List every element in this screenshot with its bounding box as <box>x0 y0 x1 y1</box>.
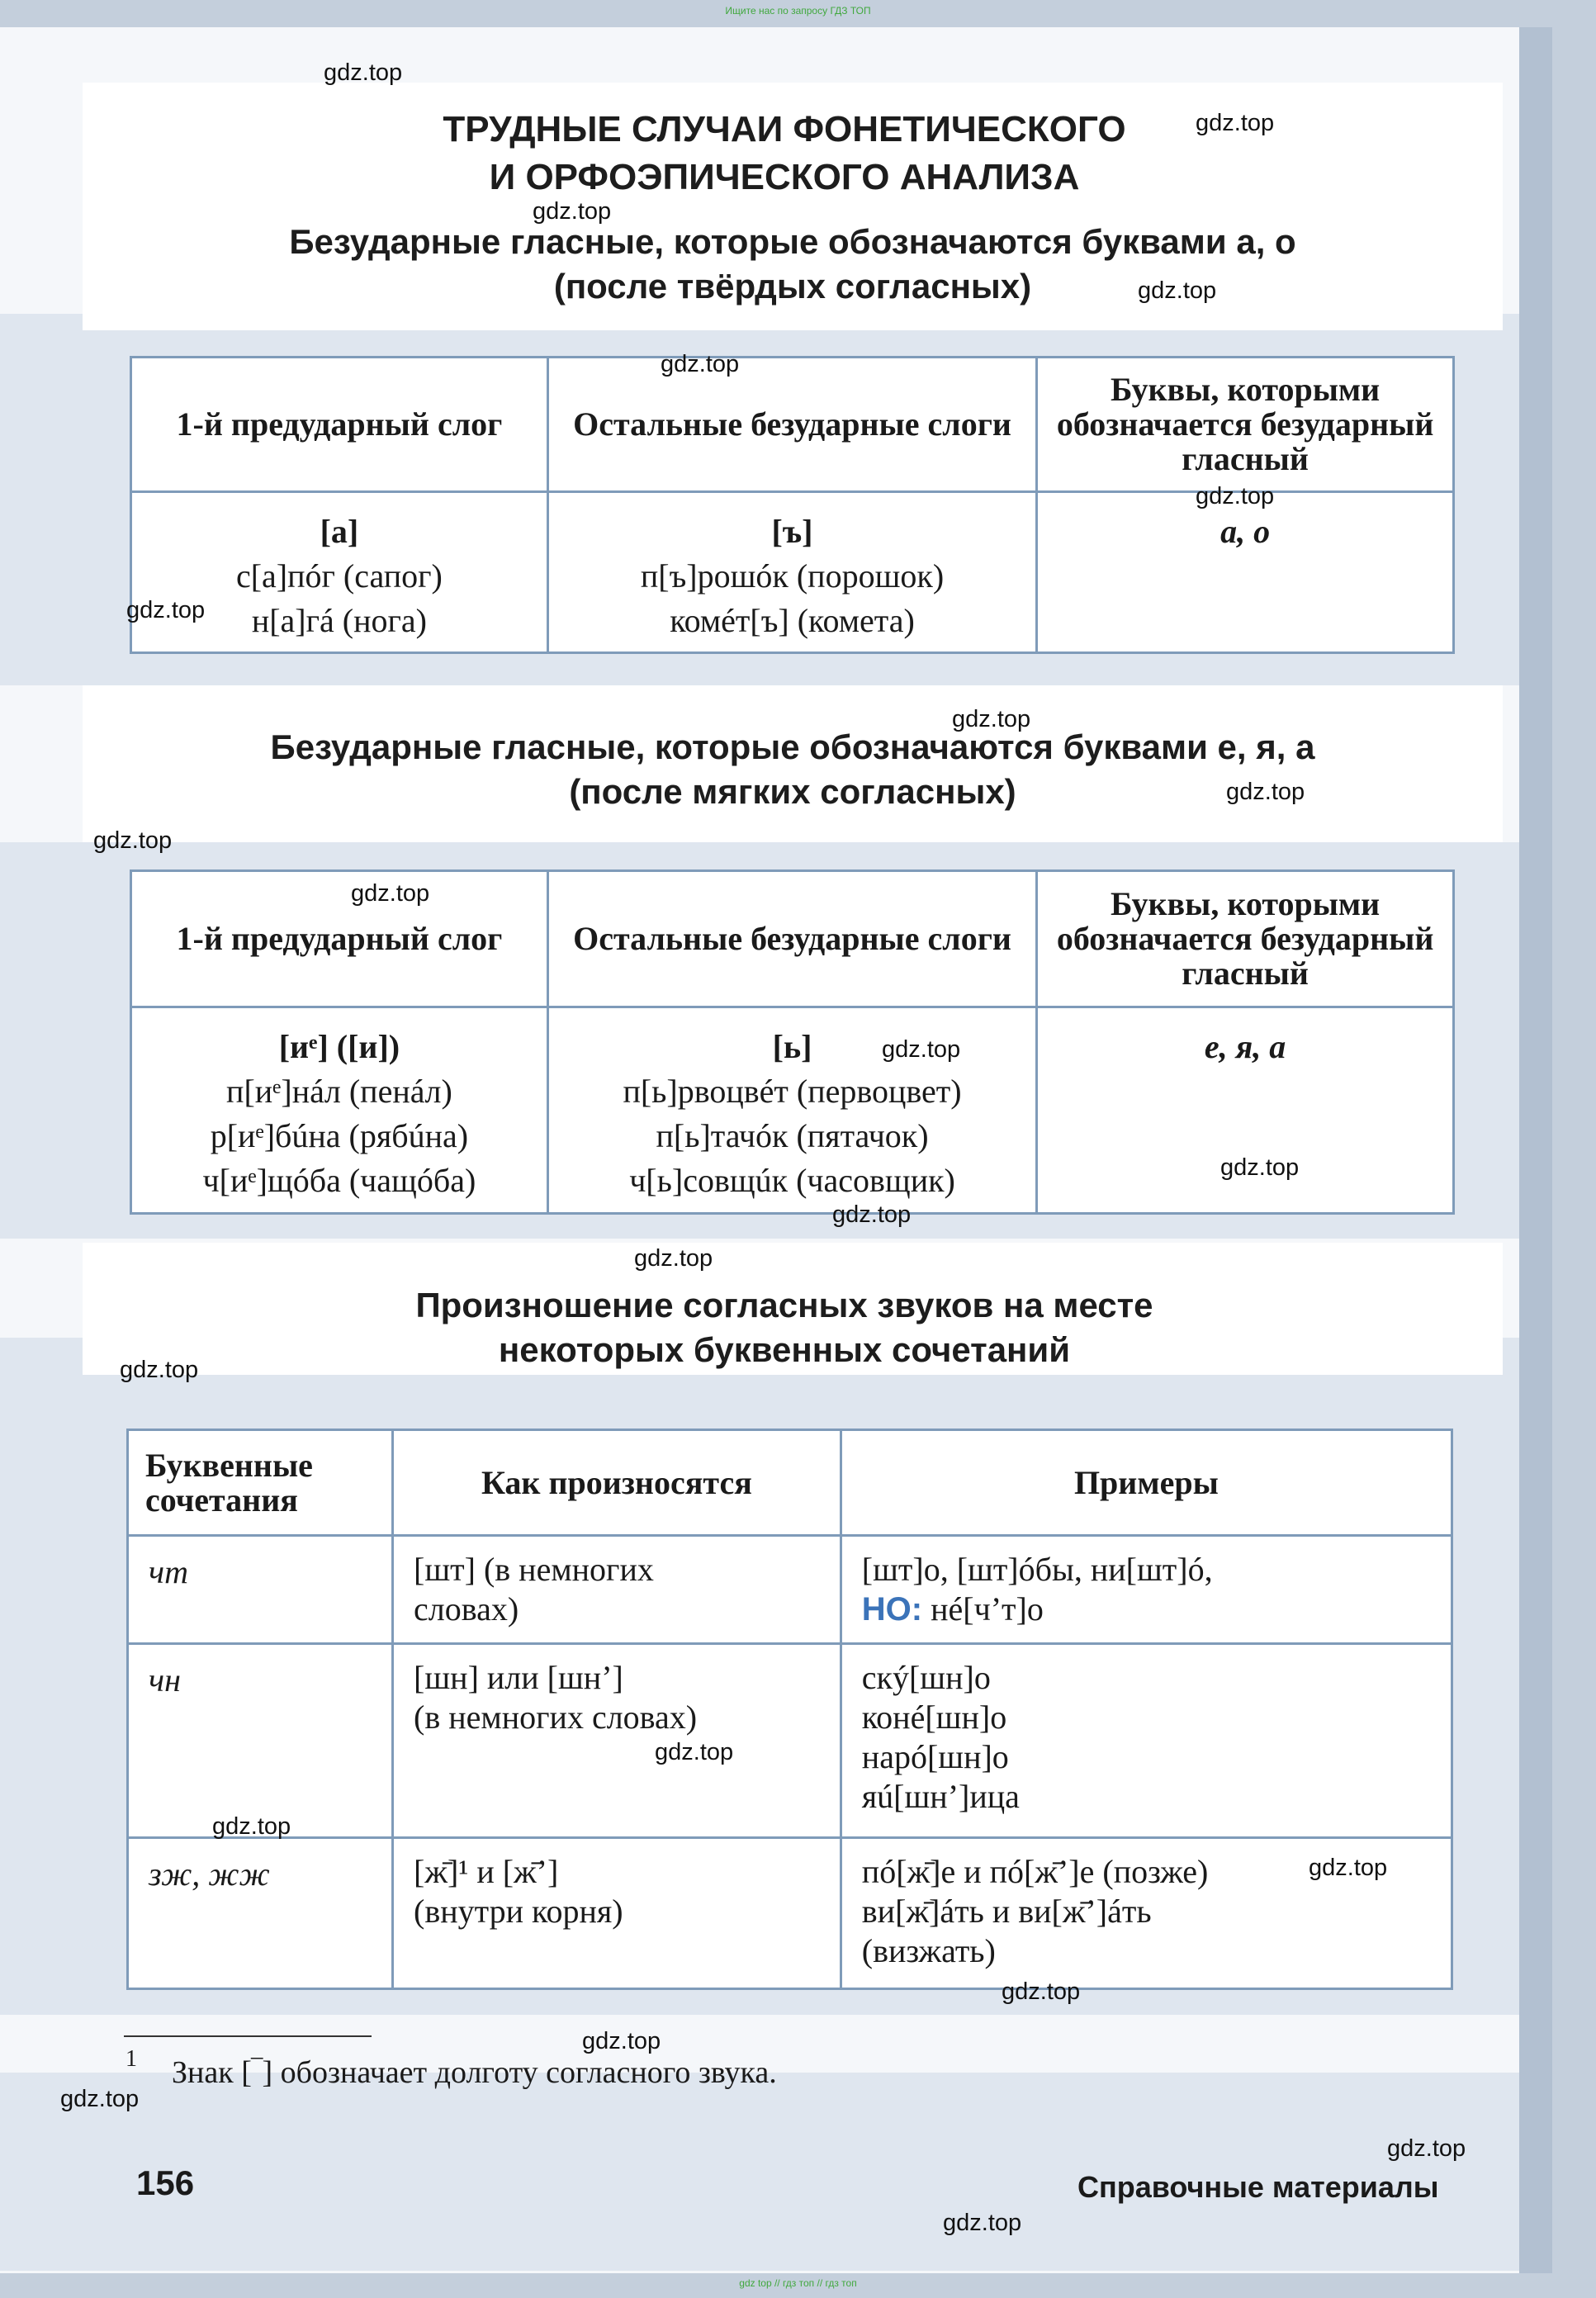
top-note: Ищите нас по запросу ГДЗ ТОП <box>725 5 871 17</box>
watermark: gdz.top <box>1196 483 1275 509</box>
letters: а, о <box>1220 513 1271 550</box>
footnote-text: Знак [‾] обозначает долготу согласного звука. <box>172 2055 777 2090</box>
watermark: gdz.top <box>324 59 403 86</box>
watermark: gdz.top <box>661 351 740 377</box>
footnote-rule <box>124 2035 372 2037</box>
header-cell: 1-й предударный слог <box>131 358 548 492</box>
watermark: gdz.top <box>832 1201 912 1228</box>
example: ви[ж̄]áть и ви[ж̄’]áть <box>861 1893 1152 1930</box>
watermark: gdz.top <box>1387 2135 1466 2162</box>
example: комéт[ъ] (комета) <box>670 602 915 639</box>
example: ч[иᵉ]щóба (чащóба) <box>202 1162 476 1199</box>
header-cell: 1-й предударный слог <box>131 871 548 1007</box>
heading-line: Безударные гласные, которые обозначаются буквами а, о <box>289 222 1296 261</box>
watermark: gdz.top <box>60 2086 140 2112</box>
watermark: gdz.top <box>655 1739 734 1765</box>
heading-line: некоторых буквенных сочетаний <box>498 1330 1071 1369</box>
sound: [ъ] <box>771 513 813 550</box>
example: н[а]гá (нога) <box>251 602 427 639</box>
letters-cell: чн <box>128 1644 393 1838</box>
watermark: gdz.top <box>943 2210 1022 2236</box>
sound: [ь] <box>772 1028 812 1065</box>
example: п[иᵉ]нáл (пенáл) <box>226 1073 452 1110</box>
heading-line: (после твёрдых согласных) <box>553 267 1032 306</box>
watermark: gdz.top <box>120 1357 199 1383</box>
example: п[ь]тачóк (пятачок) <box>656 1117 929 1154</box>
watermark: gdz.top <box>1220 1154 1300 1181</box>
header-cell: Остальные безударные слоги <box>547 358 1036 492</box>
title-line: ТРУДНЫЕ СЛУЧАИ ФОНЕТИЧЕСКОГО <box>443 109 1126 149</box>
watermark: gdz.top <box>1002 1978 1081 2005</box>
running-head: Справочные материалы <box>1077 2170 1439 2204</box>
example: яú[шн’]ица <box>861 1778 1020 1815</box>
header-cell: Примеры <box>841 1430 1452 1536</box>
header-cell: Буквы, которыми обозначается безударный гласный <box>1037 871 1454 1007</box>
example: р[иᵉ]бúна (рябúна) <box>210 1117 469 1154</box>
letters: е, я, а <box>1204 1028 1286 1065</box>
page-edge-strip <box>1519 27 1552 2273</box>
example: [шт]о, [шт]óбы, ни[шт]ó, <box>861 1551 1213 1588</box>
section-heading <box>248 1283 1321 1372</box>
example: п[ь]рвоцвéт (первоцвет) <box>623 1073 962 1110</box>
heading-line: (после мягких согласных) <box>569 772 1016 811</box>
examples-cell <box>841 1644 1452 1838</box>
sound: [а] <box>320 513 359 550</box>
example: скý[шн]о <box>861 1659 991 1696</box>
heading-line: Произношение согласных звуков на месте <box>415 1286 1153 1324</box>
page-number: 156 <box>136 2163 195 2202</box>
cell <box>1037 1007 1454 1214</box>
pronunciation-cell <box>393 1536 841 1644</box>
pronunciation-cell <box>393 1838 841 1989</box>
example: ч[ь]совщúк (часовщик) <box>629 1162 955 1199</box>
text-line: [шн] или [шн’] <box>414 1659 623 1696</box>
example: нарó[шн]о <box>861 1738 1009 1775</box>
watermark: gdz.top <box>582 2028 661 2054</box>
watermark: gdz.top <box>1226 779 1305 805</box>
text-line: [шт] (в немногих <box>414 1551 654 1588</box>
bottom-note: gdz top // гдз топ // гдз топ <box>739 2277 857 2289</box>
watermark: gdz.top <box>93 827 173 854</box>
section-heading <box>149 220 1437 309</box>
sound: [иᵉ] ([и]) <box>278 1028 400 1065</box>
header-cell: Буквенные сочетания <box>128 1430 393 1536</box>
title-line: И ОРФОЭПИЧЕСКОГО АНАЛИЗА <box>489 157 1080 197</box>
heading-line: Безударные гласные, которые обозначаются буквами е, я, а <box>270 727 1315 766</box>
header-cell: Как произносятся <box>393 1430 841 1536</box>
watermark: gdz.top <box>533 198 612 225</box>
letters-cell: чт <box>128 1536 393 1644</box>
example-line <box>862 1590 1434 1629</box>
watermark: gdz.top <box>634 1245 713 1272</box>
header-cell: Буквы, которыми обозначается безударный гласный <box>1037 358 1454 492</box>
cell <box>131 1007 548 1214</box>
watermark: gdz.top <box>212 1813 291 1840</box>
letters-cell: зж, жж <box>128 1838 393 1989</box>
example: конé[шн]о <box>861 1699 1007 1736</box>
watermark: gdz.top <box>952 706 1031 732</box>
text-line: [ж̄]¹ и [ж̄’] <box>414 1853 559 1890</box>
watermark: gdz.top <box>126 597 206 623</box>
footnote-mark: 1 <box>126 2046 137 2072</box>
watermark: gdz.top <box>1138 277 1217 304</box>
cell <box>131 492 548 653</box>
example: с[а]пóг (сапог) <box>235 557 443 595</box>
cell <box>547 1007 1036 1214</box>
example: нé[ч’т]о <box>931 1590 1044 1628</box>
pronunciation-cell <box>393 1644 841 1838</box>
cell <box>547 492 1036 653</box>
but-label: НО: <box>861 1591 923 1628</box>
watermark: gdz.top <box>1309 1855 1388 1881</box>
text-line: словах) <box>414 1590 519 1628</box>
cell <box>1037 492 1454 653</box>
example: п[ъ]рошóк (порошок) <box>640 557 945 595</box>
watermark: gdz.top <box>1196 110 1275 136</box>
consonants-table <box>126 1429 1453 1990</box>
examples-cell <box>841 1536 1452 1644</box>
watermark: gdz.top <box>351 880 430 907</box>
example: (визжать) <box>861 1932 996 1969</box>
page-title <box>248 106 1321 201</box>
example: пó[ж̄]е и пó[ж̄’]е (позже) <box>861 1853 1209 1890</box>
text-line: (внутри корня) <box>414 1893 623 1930</box>
header-cell: Остальные безударные слоги <box>547 871 1036 1007</box>
text-line: (в немногих словах) <box>414 1699 698 1736</box>
watermark: gdz.top <box>882 1036 961 1063</box>
